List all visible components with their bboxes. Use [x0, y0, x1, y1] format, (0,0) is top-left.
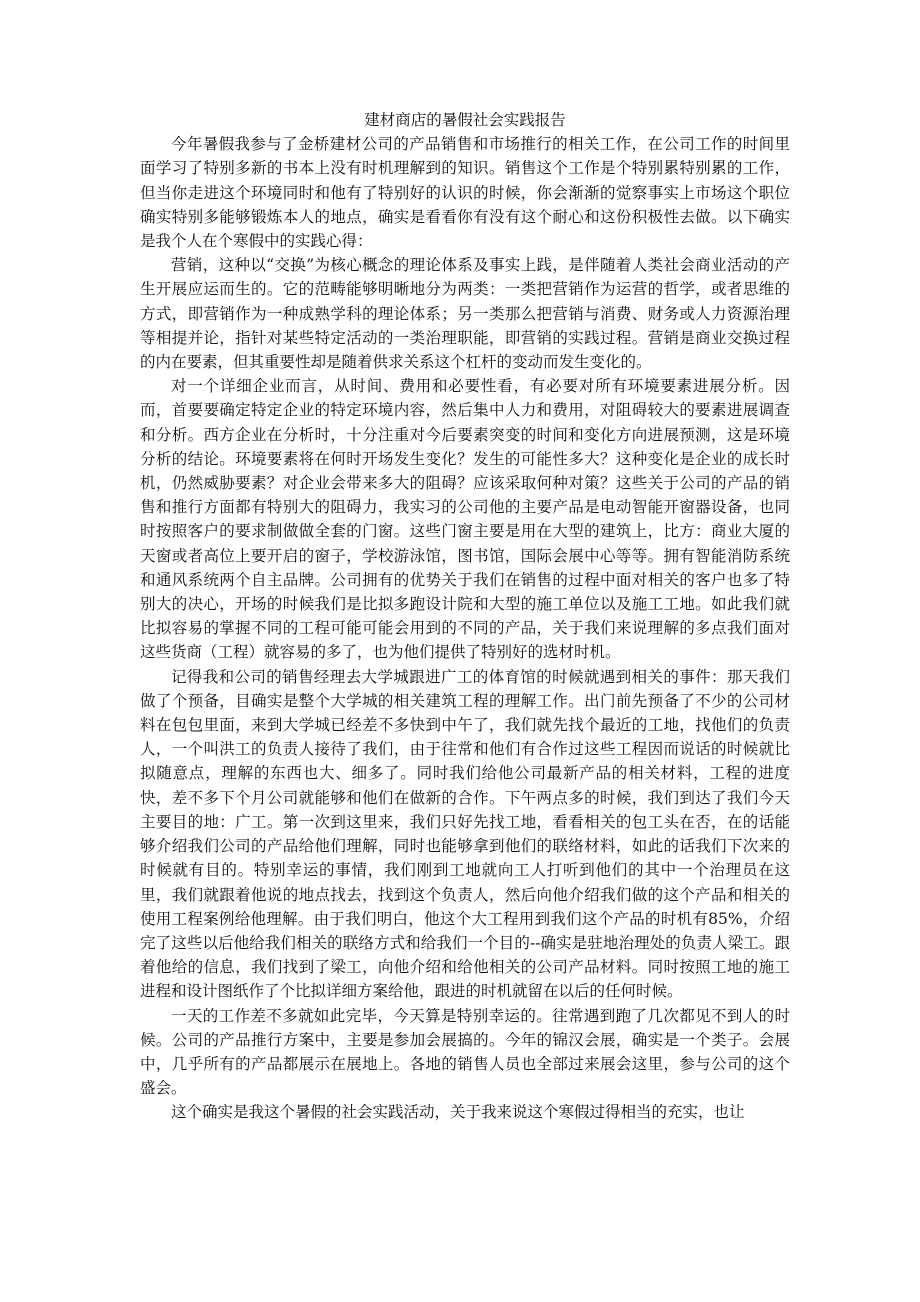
paragraph-site-visit: 记得我和公司的销售经理去大学城跟进广工的体育馆的时候就遇到相关的事件：那天我们做了个预备，目确实是整个大学城的相关建筑工程的理解工作。出门前先预备了不少的公司材料在包包里面，来到大学城已经差不多快到中午了，我们就先找个最近的工地，找他们的负责人，一个叫洪工的负责人接待了我们，由于往常和他们有合作过这些工程因而说话的时候就比拟随意点，理解的东西也大、细多了。同时我们给他公司最新产品的相关材料，工程的进度快，差不多下个月公司就能够和他们在做新的合作。下午两点多的时候，我们到达了我们今天主要目的地：广工。第一次到这里来，我们只好先找工地，看看相关的包工头在否，在的话能够介绍我们公司的产品给他们理解，同时也能够拿到他们的联络材料，如此的话我们下次来的时候就有目的。特别幸运的事情，我们刚到工地就向工人打听到他们的其中一个治理员在这里，我们就跟着他说的地点找去，找到这个负责人，然后向他介绍我们做的这个产品和相关的使用工程案例给他理解。由于我们明白，他这个大工程用到我们这个产品的时机有85%，介绍完了这些以后他给我们相关的联络方式和给我们一个目的--确实是驻地治理处的负责人梁工。跟着他给的信息，我们找到了梁工，向他介绍和给他相关的公司产品材料。同时按照工地的施工进程和设计图纸作了个比拟详细方案给他，跟进的时机就留在以后的任何时候。 — [140, 667, 790, 1001]
document-page — [140, 108, 790, 1125]
paragraph-exhibition: 一天的工作差不多就如此完毕，今天算是特别幸运的。往常遇到跑了几次都见不到人的时候。公司的产品推行方案中，主要是参加会展搞的。今年的锦汉会展，确实是一个类子。会展中，几乎所有的产品都展示在展地上。各地的销售人员也全部过来展会这里，参与公司的这个盛会。 — [140, 1006, 790, 1098]
paragraph-conclusion: 这个确实是我这个暑假的社会实践活动，关于我来说这个寒假过得相当的充实，也让 — [171, 1103, 745, 1122]
paragraph-environment-analysis: 对一个详细企业而言，从时间、费用和必要性看，有必要对所有环境要素进展分析。因而，首要要确定特定企业的特定环境内容，然后集中人力和费用，对阻碍较大的要素进展调查和分析。西方企业在分析时，十分注重对今后要素突变的时间和变化方向进展预测，这是环境分析的结论。环境要素将在何时开场发生变化？发生的可能性多大？这种变化是企业的成长时机，仍然威胁要素？对企业会带来多大的阻碍？应该采取何种对策？这些关于公司的产品的销售和推行方面都有特别大的阻碍力，我实习的公司他的主要产品是电动智能开窗器设备，也同时按照客户的要求制做做全套的门窗。这些门窗主要是用在大型的建筑上，比方：商业大厦的天窗或者高位上要开启的窗子，学校游泳馆，图书馆，国际会展中心等等。拥有智能消防系统和通风系统两个自主品牌。公司拥有的优势关于我们在销售的过程中面对相关的客户也多了特别大的决心，开场的时候我们是比拟多跑设计院和大型的施工单位以及施工工地。如此我们就比拟容易的掌握不同的工程可能可能会用到的不同的产品，关于我们来说理解的多点我们面对这些货商（工程）就容易的多了，也为他们提供了特别好的选材时机。 — [140, 377, 790, 662]
document-title: 建材商店的暑假社会实践报告 — [364, 111, 566, 129]
paragraph-intro: 今年暑假我参与了金桥建材公司的产品销售和市场推行的相关工作，在公司工作的时间里面学习了特别多新的书本上没有时机理解到的知识。销售这个工作是个特别累特别累的工作，但当你走进这个环境同时和他有了特别好的认识的时候，你会渐渐的觉察事实上市场这个职位确实特别多能够锻炼本人的地点，确实是看看你有没有这个耐心和这份积极性去做。以下确实是我个人在个寒假中的实践心得： — [140, 135, 790, 251]
paragraph-marketing: 营销，这种以“交换”为核心概念的理论体系及事实上践，是伴随着人类社会商业活动的产生开展应运而生的。它的范畴能够明晰地分为两类：一类把营销作为运营的哲学，或者思维的方式，即营销作为一种成熟学科的理论体系；另一类那么把营销与消费、财务或人力资源治理等相提并论，指针对某些特定活动的一类治理职能，即营销的实践过程。营销是商业交换过程的内在要素，但其重要性却是随着供求关系这个杠杆的变动而发生变化的。 — [140, 256, 790, 372]
